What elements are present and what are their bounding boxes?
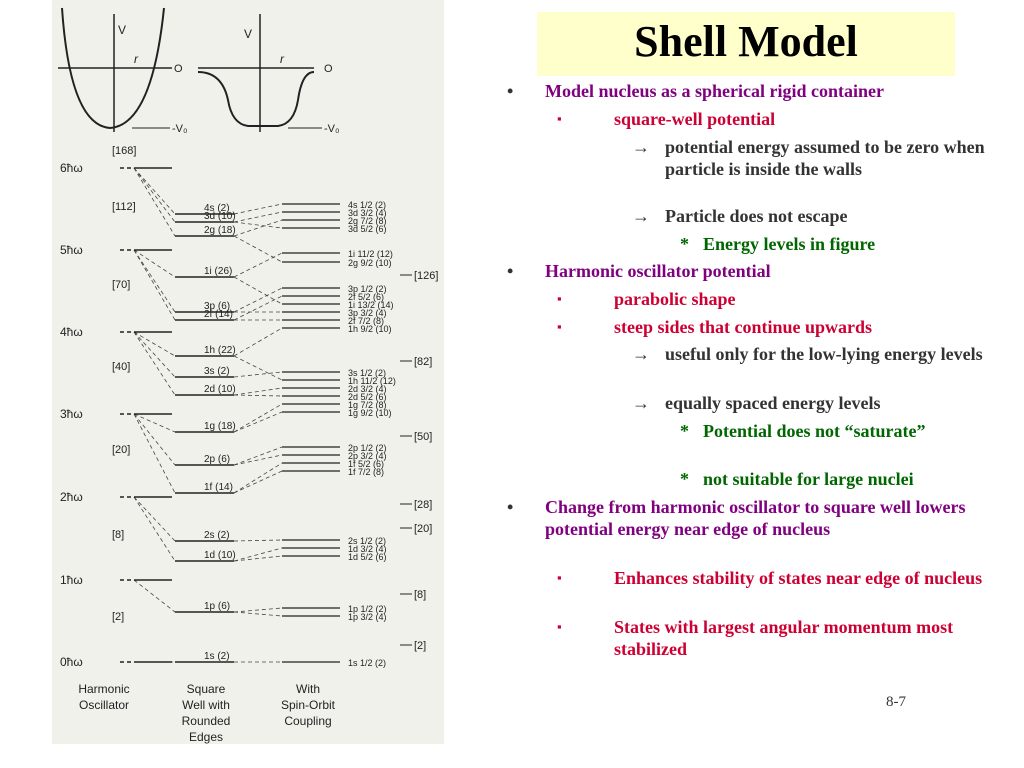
bullet-marker: →: [632, 344, 650, 364]
bullet-text: not suitable for large nuclei: [703, 469, 914, 489]
oscillator-level-label: 1ħω: [60, 573, 83, 587]
bullet-marker: •: [507, 497, 514, 517]
oscillator-level-label: 0ħω: [60, 655, 83, 669]
spin-orbit-level-label: 1f 5/2 (6): [348, 459, 385, 469]
bullet-text: square-well potential: [614, 109, 776, 129]
well-to-spin-orbit-connector: [234, 608, 282, 612]
page-title: Shell Model: [634, 17, 858, 66]
square-well-level-label: 1s (2): [204, 651, 230, 662]
oscillator-to-well-connector: [134, 168, 175, 214]
spin-orbit-level-label: 3p 1/2 (2): [348, 284, 387, 294]
bullet-text: equally spaced energy levels: [665, 393, 881, 413]
spin-orbit-level-label: 1d 3/2 (4): [348, 544, 387, 554]
bullet-marker: *: [680, 469, 689, 489]
well-to-spin-orbit-connector: [234, 236, 282, 262]
oscillator-level-label: 2ħω: [60, 490, 83, 504]
column-label-square-well: Well with: [182, 698, 230, 712]
spin-orbit-level-label: 1h 11/2 (12): [348, 376, 396, 386]
spin-orbit-level-label: 2p 1/2 (2): [348, 443, 387, 453]
spin-orbit-level-label: 1f 7/2 (8): [348, 467, 385, 477]
spin-orbit-level-label: 1g 9/2 (10): [348, 408, 392, 418]
bullet-text: Enhances stability of states near edge of nucleus: [614, 568, 983, 588]
square-well-level-label: 1p (6): [204, 601, 231, 612]
bullet-text: potential energy assumed to be zero when particle is inside the walls: [665, 137, 985, 179]
spin-orbit-level-label: 2g 7/2 (8): [348, 216, 387, 226]
oscillator-zero-label: O: [174, 63, 183, 75]
square-well-level-label: 1i (26): [204, 266, 233, 277]
well-to-spin-orbit-connector: [234, 455, 282, 465]
oscillator-to-well-connector: [134, 332, 175, 395]
bullet-marker: •: [507, 81, 514, 101]
spin-orbit-level-label: 3p 3/2 (4): [348, 308, 387, 318]
oscillator-magic-number: [2]: [112, 611, 125, 623]
bullet-marker: ▪: [557, 111, 562, 126]
slide-number: 8-7: [886, 694, 906, 710]
oscillator-to-well-connector: [134, 250, 175, 320]
spin-orbit-magic-number: [50]: [414, 431, 433, 443]
energy-level-diagram: [52, 0, 444, 744]
oscillator-to-well-connector: [134, 414, 175, 465]
oscillator-level-label: 3ħω: [60, 407, 83, 421]
square-well-level-label: 1g (18): [204, 421, 236, 432]
spin-orbit-magic-number: [2]: [414, 640, 427, 652]
well-to-spin-orbit-connector: [234, 388, 282, 395]
level-connectors: [134, 168, 282, 662]
spin-orbit-level-label: 1i 13/2 (14): [348, 300, 394, 310]
square-well-level-label: 1d (10): [204, 550, 236, 561]
oscillator-to-well-connector: [134, 580, 175, 612]
square-well-level-label: 2d (10): [204, 384, 236, 395]
column-label-square-well: Edges: [188, 730, 224, 744]
well-to-spin-orbit-connector: [234, 540, 282, 541]
bullet-marker: •: [507, 261, 514, 281]
oscillator-r-label: r: [134, 52, 138, 66]
bullet-text: Particle does not escape: [665, 206, 848, 226]
potential-sketches: [58, 8, 340, 135]
bullet-marker: ▪: [557, 619, 562, 634]
oscillator-level-label: 4ħω: [60, 325, 83, 339]
spin-orbit-magic-number: [28]: [414, 499, 433, 511]
oscillator-to-well-connector: [134, 250, 175, 312]
well-to-spin-orbit-connector: [234, 463, 282, 493]
column-label-oscillator: Harmonic: [78, 682, 130, 696]
oscillator-magic-number: [168]: [112, 145, 137, 157]
bullet-text: Harmonic oscillator potential: [545, 261, 771, 281]
spin-orbit-level-label: 3d 3/2 (4): [348, 208, 387, 218]
spin-orbit-level-label: 3s 1/2 (2): [348, 368, 387, 378]
oscillator-to-well-connector: [134, 168, 175, 222]
column-label-spin-orbit: Spin-Orbit: [280, 698, 336, 712]
spin-orbit-level-label: 1d 5/2 (6): [348, 552, 387, 562]
square-well-level-label: 3p (6): [204, 301, 231, 312]
square-well-level-label: 2f (14): [204, 309, 233, 320]
bullet-marker: →: [632, 137, 650, 157]
well-to-spin-orbit-connector: [234, 253, 282, 277]
spin-orbit-level-label: 1i 11/2 (12): [348, 249, 393, 259]
bullet-text: Energy levels in figure: [703, 234, 876, 254]
square-well-level-label: 3s (2): [204, 366, 230, 377]
spin-orbit-level-label: 4s 1/2 (2): [348, 200, 387, 210]
spin-orbit-level-label: 2d 3/2 (4): [348, 384, 387, 394]
bullet-marker: ▪: [557, 570, 562, 585]
spin-orbit-magic-number: [8]: [414, 589, 427, 601]
column-label-spin-orbit: With: [296, 682, 320, 696]
well-to-spin-orbit-connector: [234, 612, 282, 616]
oscillator-depth-label: -V₀: [172, 123, 188, 135]
spin-orbit-magic-number: [126]: [414, 270, 439, 282]
oscillator-to-well-connector: [134, 497, 175, 561]
bullet-text: useful only for the low-lying energy levels: [665, 344, 983, 364]
well-to-spin-orbit-connector: [234, 212, 282, 222]
square-well-level-label: 1f (14): [204, 482, 233, 493]
oscillator-to-well-connector: [134, 497, 175, 541]
shell-model-figure: [52, 0, 444, 744]
well-to-spin-orbit-connector: [234, 556, 282, 561]
bullet-marker: →: [632, 206, 650, 226]
bullet-text: Change from harmonic oscillator to square well lowers potential energy near edge of nucleus: [545, 497, 966, 539]
oscillator-v-label: V: [118, 23, 127, 37]
well-to-spin-orbit-connector: [234, 404, 282, 432]
square-well-curve: [198, 72, 314, 126]
column-label-square-well: Rounded: [181, 714, 231, 728]
spin-orbit-level-label: 2d 5/2 (6): [348, 392, 387, 402]
spin-orbit-level-label: 3d 5/2 (6): [348, 224, 387, 234]
well-to-spin-orbit-connector: [234, 447, 282, 465]
square-well-level-label: 2p (6): [204, 454, 231, 465]
spin-orbit-level-label: 2p 3/2 (4): [348, 451, 387, 461]
bullet-marker: ▪: [557, 319, 562, 334]
well-to-spin-orbit-connector: [234, 220, 282, 236]
square-well-level-label: 2s (2): [204, 530, 230, 541]
spin-orbit-level-label: 1s 1/2 (2): [348, 658, 387, 668]
spin-orbit-level-label: 1h 9/2 (10): [348, 324, 392, 334]
oscillator-level-label: 6ħω: [60, 161, 83, 175]
well-to-spin-orbit-connector: [234, 412, 282, 432]
bullet-text: parabolic shape: [614, 289, 736, 309]
well-to-spin-orbit-connector: [234, 204, 282, 214]
well-to-spin-orbit-connector: [234, 328, 282, 356]
square-well-level-label: 3d (10): [204, 211, 236, 222]
bullet-marker: →: [632, 393, 650, 413]
bullet-text: steep sides that continue upwards: [614, 317, 873, 337]
bullet-text: Model nucleus as a spherical rigid container: [545, 81, 884, 101]
square-well-level-label: 4s (2): [204, 203, 230, 214]
well-to-spin-orbit-connector: [234, 395, 282, 396]
spin-orbit-magic-number: [82]: [414, 356, 433, 368]
oscillator-to-well-connector: [134, 414, 175, 493]
spin-orbit-magic-number: [20]: [414, 523, 433, 535]
oscillator-to-well-connector: [134, 414, 175, 432]
oscillator-magic-number: [20]: [112, 444, 131, 456]
spin-orbit-level-label: 1g 7/2 (8): [348, 400, 387, 410]
oscillator-to-well-connector: [134, 168, 175, 236]
oscillator-magic-number: [112]: [112, 201, 136, 213]
oscillator-to-well-connector: [134, 332, 175, 377]
oscillator-magic-number: [8]: [112, 529, 125, 541]
square-well-level-label: 2g (18): [204, 225, 236, 236]
column-label-spin-orbit: Coupling: [284, 714, 332, 728]
well-r-label: r: [280, 52, 284, 66]
bullet-text: Potential does not “saturate”: [703, 421, 926, 441]
oscillator-level-label: 5ħω: [60, 243, 83, 257]
well-to-spin-orbit-connector: [234, 471, 282, 493]
well-depth-label: -V₀: [324, 123, 340, 135]
oscillator-to-well-connector: [134, 332, 175, 356]
oscillator-magic-number: [70]: [112, 279, 131, 291]
spin-orbit-level-label: 2g 9/2 (10): [348, 258, 392, 268]
well-to-spin-orbit-connector: [234, 222, 282, 228]
spin-orbit-level-label: 2f 5/2 (6): [348, 292, 385, 302]
bullet-marker: *: [680, 421, 689, 441]
spin-orbit-level-label: 2f 7/2 (8): [348, 316, 385, 326]
bullet-marker: ▪: [557, 291, 562, 306]
bullet-text: States with largest angular momentum most stabilized: [614, 617, 954, 659]
well-zero-label: O: [324, 63, 333, 75]
spin-orbit-level-label: 1p 1/2 (2): [348, 604, 387, 614]
square-well-level-label: 1h (22): [204, 345, 236, 356]
oscillator-to-well-connector: [134, 250, 175, 277]
title-banner: [537, 12, 955, 76]
column-label-square-well: Square: [186, 682, 226, 696]
well-to-spin-orbit-connector: [234, 548, 282, 561]
oscillator-magic-number: [40]: [112, 361, 131, 373]
spin-orbit-level-label: 1p 3/2 (4): [348, 612, 387, 622]
column-labels: [78, 682, 335, 744]
bullet-marker: *: [680, 234, 689, 254]
column-label-oscillator: Oscillator: [78, 698, 130, 712]
spin-orbit-level-label: 2s 1/2 (2): [348, 536, 387, 546]
well-v-label: V: [244, 27, 253, 41]
